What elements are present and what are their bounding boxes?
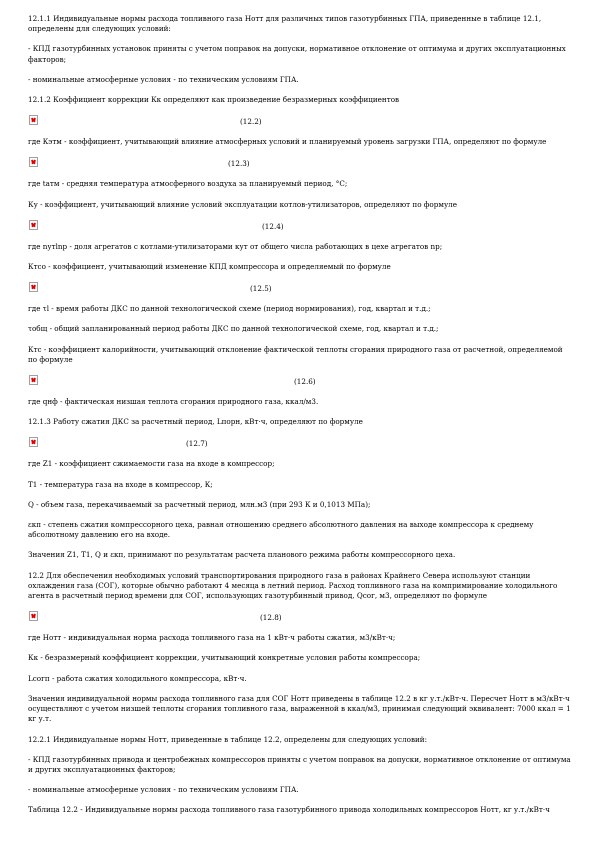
paragraph: 12.1.2 Коэффициент коррекции Кк определяют как произведение безразмерных коэффициентов (28, 95, 400, 105)
broken-image-icon (29, 115, 38, 125)
formula-row (28, 282, 573, 294)
formula-row (28, 611, 573, 623)
paragraph: Ку - коэффициент, учитывающий влияние условий эксплуатации котлов-утилизаторов, определяют по формуле (28, 199, 457, 209)
paragraph: - КПД газотурбинных установок приняты с учетом поправок на допуски, нормативное отклонение от оптимума и других эксплуатационных факторов; (28, 44, 566, 64)
paragraph: - номинальные атмосферные условия - по техническим условиям ГПА. (28, 785, 299, 795)
document-page (28, 14, 573, 826)
formula-number: (12.6) (294, 377, 316, 387)
paragraph: 12.2.1 Индивидуальные нормы Нотт, приведенные в таблице 12.2, определены для следующих условий: (28, 734, 428, 744)
paragraph: Значения Z1, T1, Q и εкп, принимают по результатам расчета планового режима работы компрессорного цеха. (28, 550, 456, 560)
formula-row (28, 220, 573, 232)
formula-row (28, 115, 573, 127)
paragraph: 12.1.1 Индивидуальные нормы расхода топливного газа Нотт для различных типов газотурбинных ГПА, приведенные в таблице 12.1, определены для следующих условий: (28, 14, 542, 34)
broken-image-icon (29, 220, 38, 230)
formula-number: (12.8) (260, 613, 282, 623)
broken-image-icon (29, 611, 38, 621)
table-caption: Таблица 12.2 - Индивидуальные нормы расхода топливного газа газотурбинного привода холодильных компрессоров Нотт, кг у.т./кВт·ч (28, 805, 550, 815)
paragraph: Lсогп - работа сжатия холодильного компрессора, кВт·ч. (28, 673, 247, 683)
formula-number: (12.4) (262, 221, 284, 231)
formula-number: (12.2) (240, 117, 262, 127)
paragraph: где qнф - фактическая низшая теплота сгорания природного газа, ккал/м3. (28, 397, 319, 407)
paragraph: Q - объем газа, перекачиваемый за расчетный период, млн.м3 (при 293 К и 0,1013 МПа); (28, 499, 371, 509)
formula-row (28, 375, 573, 387)
paragraph: τобщ - общий запланированный период работы ДКС по данной технологической схеме, год, квартал и т.д.; (28, 324, 439, 334)
paragraph: где Z1 - коэффициент сжимаемости газа на входе в компрессор; (28, 459, 275, 469)
paragraph: - КПД газотурбинных привода и центробежных компрессоров приняты с учетом поправок на допуски, нормативное отклонение от оптимума и других эксплуатационных факторов; (28, 754, 571, 774)
paragraph: где nутlnр - доля агрегатов с котлами-утилизаторами кут от общего числа работающих в цехе агрегатов nр; (28, 241, 443, 251)
paragraph: - номинальные атмосферные условия - по техническим условиям ГПА. (28, 74, 299, 84)
paragraph: T1 - температура газа на входе в компрессор, К; (28, 479, 213, 489)
broken-image-icon (29, 375, 38, 385)
paragraph: 12.2 Для обеспечения необходимых условий транспортирования природного газа в районах Крайнего Севера используют станции охлаждения газа (СОГ), которые обычно работают 4 месяца в летний период. Расход топливного газа на компримирование холодильного агента в расчетный период времени для СОГ, использующих газотурбинный привод, Qсог, м3, определяют по формуле (28, 570, 558, 601)
broken-image-icon (29, 437, 38, 447)
formula-number: (12.7) (186, 439, 208, 449)
paragraph: где Кэтм - коэффициент, учитывающий влияние атмосферных условий и планируемый уровень загрузки ГПА, определяют по формуле (28, 137, 547, 147)
paragraph: Ктс - коэффициент калорийности, учитывающий отклонение фактической теплоты сгорания природного газа от расчетной, определяемой по формуле (28, 344, 563, 364)
paragraph: Ктсо - коэффициент, учитывающий изменение КПД компрессора и определяемый по формуле (28, 262, 391, 272)
paragraph: Кк - безразмерный коэффициент коррекции, учитывающий конкретные условия работы компрессора; (28, 653, 421, 663)
paragraph: где Нотт - индивидуальная норма расхода топливного газа на 1 кВт·ч работы сжатия, м3/кВт·ч; (28, 633, 396, 643)
formula-number: (12.5) (250, 284, 272, 294)
paragraph: где tатм - средняя температура атмосферного воздуха за планируемый период, °С; (28, 179, 348, 189)
paragraph: Значения индивидуальной нормы расхода топливного газа для СОГ Нотт приведены в таблице 12.2 в кг у.т./кВт·ч. Пересчет Нотт в м3/кВт·ч осуществляют с учетом низшей теплоты сгорания топливного газа, выраженной в ккал/м3, принимая следующий эквивалент: 7000 ккал = 1 кг у.т. (28, 693, 571, 724)
paragraph: εкп - степень сжатия компрессорного цеха, равная отношению среднего абсолютного давления на выходе компрессора к среднему абсолютному давлению его на входе. (28, 520, 534, 540)
formula-number: (12.3) (228, 159, 250, 169)
formula-row (28, 157, 573, 169)
broken-image-icon (29, 282, 38, 292)
broken-image-icon (29, 157, 38, 167)
paragraph: где τl - время работы ДКС по данной технологической схеме (период нормирования), год, квартал и т.д.; (28, 304, 431, 314)
formula-row (28, 437, 573, 449)
paragraph: 12.1.3 Работу сжатия ДКС за расчетный период, Lпорн, кВт·ч, определяют по формуле (28, 417, 363, 427)
